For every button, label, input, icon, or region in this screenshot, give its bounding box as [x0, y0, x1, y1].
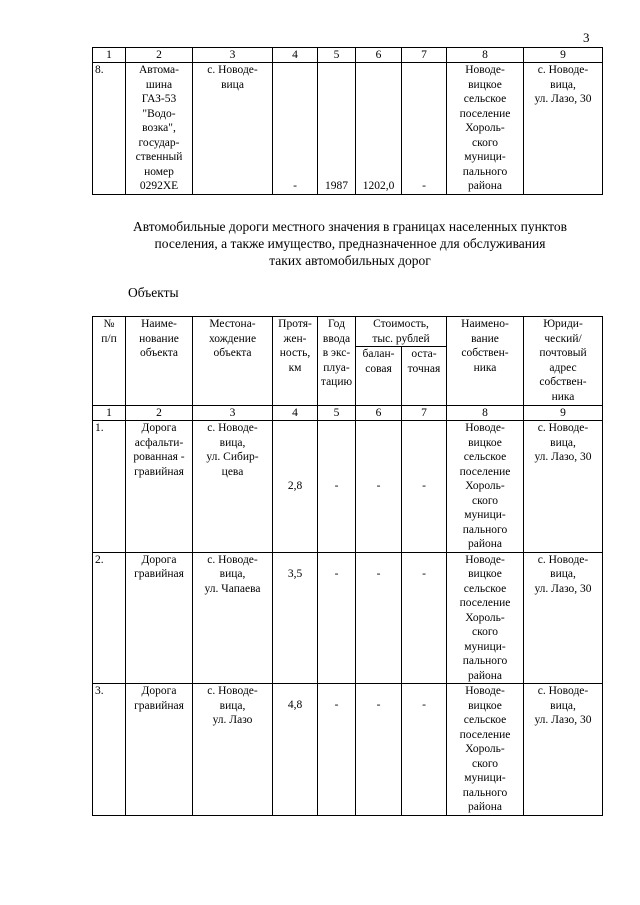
commission-year: - — [318, 552, 356, 684]
column-number: 3 — [193, 48, 273, 63]
header-number: № п/п — [93, 317, 126, 406]
object-name: Дорога гравийная — [126, 684, 193, 816]
owner-name: Новоде- вицкое сельское поселение Хороль- ского муници- пального района — [447, 421, 524, 553]
commission-year: 1987 — [318, 63, 356, 195]
commission-year: - — [318, 421, 356, 553]
object-location: с. Новоде- вица, ул. Сибир- цева — [193, 421, 273, 553]
owner-address: с. Новоде- вица, ул. Лазо, 30 — [524, 421, 603, 553]
header-cost: Стоимость, тыс. рублей — [356, 317, 447, 347]
row-number: 1. — [93, 421, 126, 553]
balance-cost: 1202,0 — [356, 63, 402, 195]
object-location: с. Новоде- вица, ул. Лазо — [193, 684, 273, 816]
column-number: 9 — [524, 406, 603, 421]
object-name: Дорога асфальти- рованная - гравийная — [126, 421, 193, 553]
column-number: 7 — [402, 48, 447, 63]
object-length: 2,8 — [273, 421, 318, 553]
column-number: 7 — [402, 406, 447, 421]
balance-cost: - — [356, 684, 402, 816]
header-length: Протя- жен- ность, км — [273, 317, 318, 406]
balance-cost: - — [356, 552, 402, 684]
table-row — [93, 552, 603, 684]
object-location: с. Новоде- вица, ул. Чапаева — [193, 552, 273, 684]
column-number: 6 — [356, 48, 402, 63]
residual-cost: - — [402, 552, 447, 684]
header-year: Год ввода в экс- плуа- тацию — [318, 317, 356, 406]
object-name: Автома- шина ГАЗ-53 "Водо- возка", государ- ственный номер 0292ХЕ — [126, 63, 193, 195]
owner-name: Новоде- вицкое сельское поселение Хороль- ского муници- пального района — [447, 63, 524, 195]
table-row — [93, 63, 603, 195]
vehicle-table — [92, 47, 603, 195]
header-owner: Наимено- вание собствен- ника — [447, 317, 524, 406]
owner-name: Новоде- вицкое сельское поселение Хороль- ского муници- пального района — [447, 552, 524, 684]
header-residual-cost: оста- точная — [402, 347, 447, 406]
residual-cost: - — [402, 421, 447, 553]
column-number: 2 — [126, 406, 193, 421]
owner-address: с. Новоде- вица, ул. Лазо, 30 — [524, 63, 603, 195]
column-number: 8 — [447, 406, 524, 421]
header-location: Местона- хождение объекта — [193, 317, 273, 406]
column-number: 1 — [93, 406, 126, 421]
owner-address: с. Новоде- вица, ул. Лазо, 30 — [524, 552, 603, 684]
header-name: Наиме- нование объекта — [126, 317, 193, 406]
object-length: 4,8 — [273, 684, 318, 816]
column-number: 8 — [447, 48, 524, 63]
column-number: 4 — [273, 406, 318, 421]
row-number: 2. — [93, 552, 126, 684]
objects-label: Объекты — [128, 285, 179, 300]
object-name: Дорога гравийная — [126, 552, 193, 684]
column-number: 2 — [126, 48, 193, 63]
residual-cost: - — [402, 63, 447, 195]
column-number: 4 — [273, 48, 318, 63]
owner-address: с. Новоде- вица, ул. Лазо, 30 — [524, 684, 603, 816]
row-number: 8. — [93, 63, 126, 195]
owner-name: Новоде- вицкое сельское поселение Хороль- ского муници- пального района — [447, 684, 524, 816]
column-number: 5 — [318, 406, 356, 421]
section-heading: Автомобильные дороги местного значения в границах населенных пунктов поселения, а также имущество, предназначенное для обслуживания таких автомобильных дорог — [132, 219, 568, 268]
row-number: 3. — [93, 684, 126, 816]
column-number: 1 — [93, 48, 126, 63]
page-number: 3 — [583, 30, 590, 45]
roads-table — [92, 316, 603, 816]
column-number: 3 — [193, 406, 273, 421]
column-number-row — [93, 48, 603, 63]
residual-cost: - — [402, 684, 447, 816]
column-number: 9 — [524, 48, 603, 63]
column-number: 6 — [356, 406, 402, 421]
commission-year: - — [318, 684, 356, 816]
object-length: - — [273, 63, 318, 195]
table-row — [93, 684, 603, 816]
column-number-row — [93, 406, 603, 421]
header-row — [93, 317, 603, 347]
table-row — [93, 421, 603, 553]
header-address: Юриди- ческий/ почтовый адрес собствен- ника — [524, 317, 603, 406]
object-length: 3,5 — [273, 552, 318, 684]
object-location: с. Новоде- вица — [193, 63, 273, 195]
column-number: 5 — [318, 48, 356, 63]
header-balance-cost: балан- совая — [356, 347, 402, 406]
balance-cost: - — [356, 421, 402, 553]
